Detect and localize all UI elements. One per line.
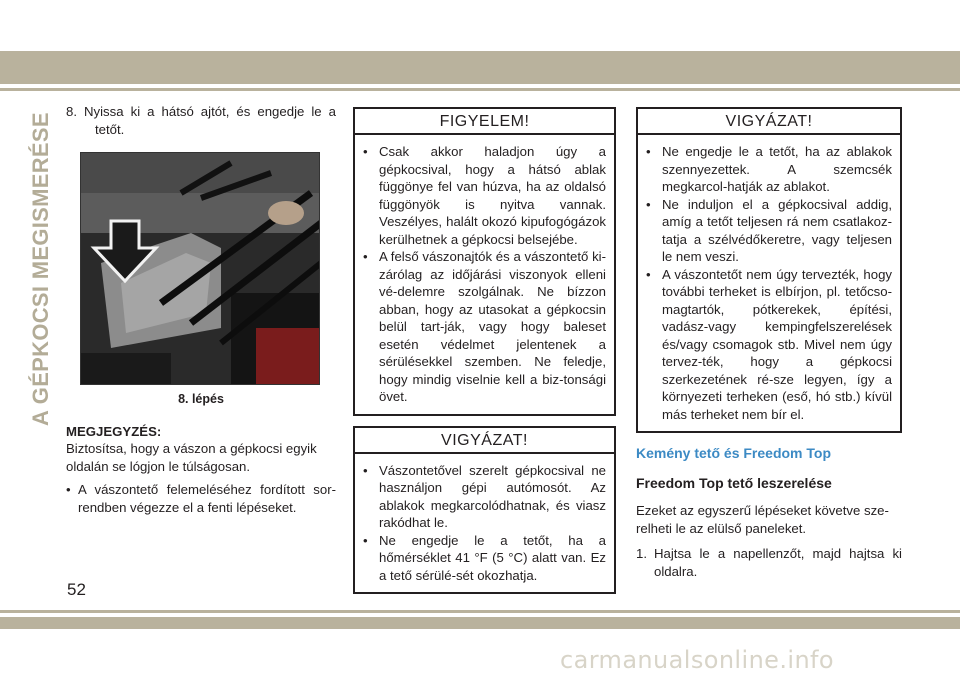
note-heading: MEGJEGYZÉS:: [66, 423, 162, 439]
caution-item-text: Ne engedje le a tetőt, ha a hőmérséklet 41 °F (5 °C) alatt van. Ez a tető sérülé-sét okozhatja.: [379, 532, 606, 583]
watermark-text: carmanualsonline.info: [560, 646, 834, 674]
column-left: [66, 103, 336, 516]
footer-rule: [0, 617, 960, 629]
caution-item-text: A vászontetőt nem úgy tervezték, hogy további terheket is elbírjon, pl. tetőcso-magtartók, pótkerekek, építési, vadász-vagy kempingfelszerelések és/vagy csomagok stb. Mivel nem úgy tervez-ték, hogy a gépkocsi szerkezetének ré-sze legyen, így a környezeti terheken (eső, hó stb.) kívül más terheket nem bír el.: [662, 266, 892, 422]
note-bullet-text: A vászontető felemeléséhez fordított sor-rendben végezze el a fenti lépéseket.: [78, 482, 336, 515]
warning-title: FIGYELEM!: [355, 109, 614, 135]
step-8: [66, 103, 336, 138]
caution-item-text: Vászontetővel szerelt gépkocsival ne használjon gépi autómosót. Az ablakok megkarcolódhatnak, és viasz rakódhat le.: [379, 462, 606, 530]
header-rule-thin: [0, 88, 960, 91]
caution-box: [353, 426, 616, 595]
caution-box: [636, 107, 902, 433]
warning-item-text: Csak akkor haladjon úgy a gépkocsival, hogy a hátsó ablak függönye fel van húzva, ha az oldalsó függönyök is nyitva vannak. Veszélyes, halált okozó kipufogógázok kerülhetnek a gépkocsi belsejébe.: [379, 144, 606, 247]
step-8-photo: [80, 152, 320, 385]
step-text: Hajtsa le a napellenzőt, majd hajtsa ki oldalra.: [654, 546, 902, 579]
note-bullet: [66, 481, 336, 516]
warning-item: [363, 143, 606, 248]
bullet-mark: •: [363, 249, 368, 264]
caution-title: VIGYÁZAT!: [638, 109, 900, 135]
caution-item: [646, 266, 892, 424]
warning-box: [353, 107, 616, 416]
column-right: [636, 107, 902, 580]
step-text-line1: Nyissa ki a hátsó ajtót, és engedje le a: [84, 104, 336, 119]
bullet-mark: •: [646, 196, 651, 212]
header-band: [0, 0, 960, 51]
section-side-label: A GÉPKOCSI MEGISMERÉSE: [28, 112, 53, 426]
bullet-mark: •: [646, 144, 651, 159]
caution-item: [646, 196, 892, 266]
caution-item: [363, 462, 606, 532]
note-text: Biztosítsa, hogy a vászon a gépkocsi egyik oldalán se lógjon le túlságosan.: [66, 441, 317, 474]
caution-item: [646, 143, 892, 196]
caution-item-text: Ne engedje le a tetőt, ha az ablakok szennyezettek. A szemcsék megkarcol-hatják az ablakot.: [662, 144, 892, 194]
bullet-mark: •: [363, 462, 368, 478]
step-number: 1.: [636, 546, 647, 561]
figure-caption: 8. lépés: [178, 392, 224, 406]
bullet-mark: •: [363, 144, 368, 159]
bullet-mark: •: [646, 266, 651, 282]
footer-rule-thin: [0, 610, 960, 613]
bullet-mark: •: [363, 532, 368, 548]
page-number: 52: [67, 580, 86, 599]
sub-heading: Freedom Top tető leszerelése: [636, 474, 832, 491]
section-heading: Kemény tető és Freedom Top: [636, 445, 832, 461]
caution-title: VIGYÁZAT!: [355, 428, 614, 454]
header-rule: [0, 51, 960, 84]
warning-item-text: A felső vászonajtók és a vászontető ki-zárólag az időjárási viszonyok elleni vé-delemre szolgálnak. Ne bízzon abban, hogy az utasokat a gépkocsin belül tart-ják, vagy hogy baleset esetén védelmet jelentenek a sérülésekkel szemben. Ne feledje, hogy mindig viselnie kell a biz-tonsági övet.: [379, 249, 606, 404]
warning-item: [363, 248, 606, 406]
vehicle-top-illustration: [81, 153, 320, 385]
bullet-mark: •: [66, 482, 71, 497]
caution-item-text: Ne induljon el a gépkocsival addig, amíg a tetőt teljesen rá nem csatlakoz-tatja a szélvédőkeretre, vagy teljesen le nem veszi.: [662, 196, 892, 264]
step-number: 8.: [66, 104, 77, 119]
caution-item: [363, 532, 606, 585]
step-1: [636, 545, 902, 580]
intro-paragraph: Ezeket az egyszerű lépéseket követve sze-relheti le az elülső paneleket.: [636, 503, 889, 536]
column-middle: [353, 107, 616, 594]
step-text-line2: tetőt.: [95, 121, 125, 137]
